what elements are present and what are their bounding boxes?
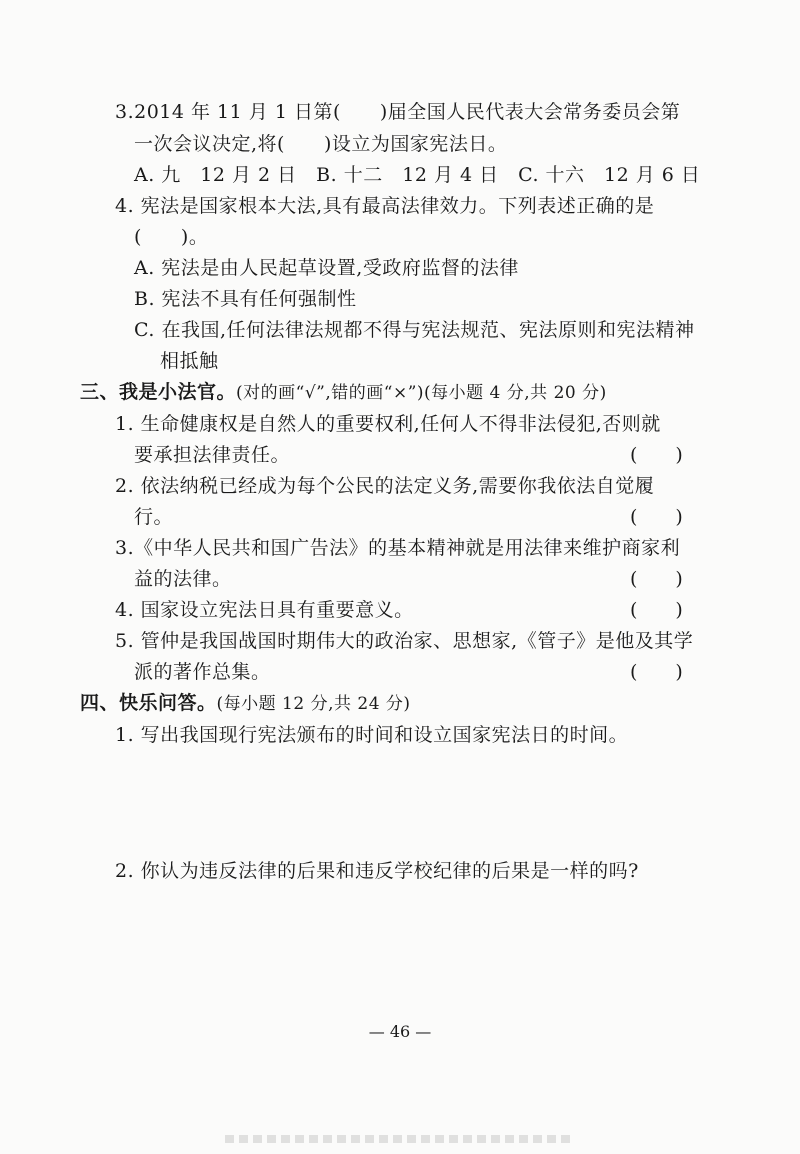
q3-options: A. 九 12 月 2 日 B. 十二 12 月 4 日 C. 十六 12 月 6 日: [134, 164, 701, 186]
s3-item1-line1: 1. 生命健康权是自然人的重要权利,任何人不得非法侵犯,否则就: [115, 413, 661, 435]
s3-item5-line1: 5. 管仲是我国战国时期伟大的政治家、思想家,《管子》是他及其学: [115, 630, 694, 652]
q4-option-c-line1: C. 在我国,任何法律法规都不得与宪法规范、宪法原则和宪法精神: [134, 319, 695, 341]
s4-question2: 2. 你认为违反法律的后果和违反学校纪律的后果是一样的吗?: [115, 860, 639, 882]
section4-title: 四、快乐问答。: [80, 692, 217, 714]
s3-item2-line2: 行。: [134, 506, 174, 528]
answer-blank-2[interactable]: ( ): [630, 506, 683, 528]
section4-note: (每小题 12 分,共 24 分): [216, 694, 411, 714]
q4-line1: 4. 宪法是国家根本大法,具有最高法律效力。下列表述正确的是: [115, 195, 655, 217]
answer-blank-3[interactable]: ( ): [630, 568, 683, 590]
section3-heading: [80, 378, 607, 407]
section3-title: 三、我是小法官。: [80, 381, 237, 403]
s3-item3-line2: 益的法律。: [134, 568, 232, 590]
answer-blank-4[interactable]: ( ): [630, 599, 683, 621]
section3-note: (对的画“√”,错的画“×”)(每小题 4 分,共 20 分): [236, 383, 607, 403]
q4-option-c-line2: 相抵触: [160, 350, 219, 372]
answer-blank-1[interactable]: ( ): [630, 444, 683, 466]
section4-heading: [80, 689, 411, 718]
q4-option-b: B. 宪法不具有任何强制性: [134, 288, 357, 310]
s3-item4-line1: 4. 国家设立宪法日具有重要意义。: [115, 599, 414, 621]
q3-line2: 一次会议决定,将( )设立为国家宪法日。: [134, 133, 508, 155]
answer-blank-5[interactable]: ( ): [630, 661, 683, 683]
page-number: — 46 —: [368, 1022, 432, 1041]
s3-item2-line1: 2. 依法纳税已经成为每个公民的法定义务,需要你我依法自觉履: [115, 475, 655, 497]
bleed-through-footer: [225, 1135, 570, 1143]
s3-item3-line1: 3.《中华人民共和国广告法》的基本精神就是用法律来维护商家利: [115, 537, 681, 559]
q3-line1: 3.2014 年 11 月 1 日第( )届全国人民代表大会常务委员会第: [115, 101, 681, 123]
s3-item1-line2: 要承担法律责任。: [134, 444, 291, 466]
q4-line2: ( )。: [134, 226, 209, 248]
s4-question1: 1. 写出我国现行宪法颁布的时间和设立国家宪法日的时间。: [115, 724, 629, 746]
q4-option-a: A. 宪法是由人民起草设置,受政府监督的法律: [134, 257, 519, 279]
s3-item5-line2: 派的著作总集。: [134, 661, 271, 683]
